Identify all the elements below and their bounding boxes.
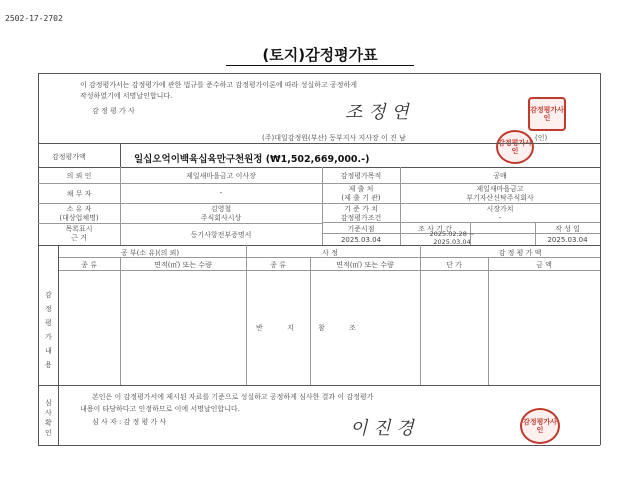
- col-line: [120, 167, 121, 245]
- row-line: [58, 257, 600, 258]
- row-line: [38, 143, 600, 144]
- row-line: [322, 222, 600, 223]
- firm-seal: 감정평가사인: [496, 130, 534, 164]
- section-actual: 사 정: [322, 249, 338, 257]
- frame-left: [38, 73, 39, 445]
- col-amount: 금 액: [536, 261, 552, 269]
- written-date-label: 작 성 일: [555, 225, 580, 233]
- client-label: 의 뢰 인: [66, 172, 92, 180]
- reviewer-signature: 이 진 경: [350, 418, 414, 439]
- appraiser-label: 감 정 평 가 사: [92, 107, 135, 115]
- col-line: [420, 245, 421, 385]
- value-amount: 일십오억이백육십육만구천원정 (₩1,502,669,000.-): [134, 154, 370, 165]
- col-area-2: 면적(㎡) 또는 수량: [336, 261, 394, 269]
- title-underline: [226, 65, 414, 66]
- document-id: 2502-17-2702: [5, 14, 63, 23]
- intro-line-1: 이 감정평가서는 감정평가에 관한 법규를 준수하고 감정평가이론에 따라 성실하고 공정하게: [80, 81, 357, 89]
- frame-bottom: [38, 445, 600, 446]
- appraiser-signature: 조 정 연: [345, 102, 409, 123]
- value-basis-value: 시장가치 -: [486, 205, 514, 222]
- col-line: [310, 257, 311, 385]
- review-text-1: 본인은 이 감정평가서에 제시된 자료를 기준으로 성실하고 공정하게 심사한 결과 이 감정평가: [92, 393, 374, 401]
- base-date-value: 2025.03.04: [340, 236, 382, 244]
- survey-period-label: 조 사 기 간: [418, 225, 452, 233]
- submit-to-value: 제일새마을금고 부기자산신탁주식회사: [466, 185, 534, 202]
- frame-right: [600, 73, 601, 445]
- page-title: (토지)감정평가표: [262, 46, 378, 64]
- side-label-char: 평: [45, 319, 52, 327]
- value-label: 감정평가액: [52, 153, 86, 161]
- reviewer-seal: 감정평가사인: [520, 408, 560, 444]
- side-label-char: 감: [45, 291, 52, 299]
- col-line: [246, 245, 247, 385]
- row-line: [38, 223, 322, 224]
- list-basis-value: 등기사항전부증명서: [190, 231, 252, 239]
- purpose-label: 감정평가목적: [340, 172, 382, 180]
- written-date-value: 2025.03.04: [547, 236, 588, 244]
- side-label-char: 정: [45, 305, 52, 313]
- list-basis-label: 목록표시 근 거: [65, 225, 93, 242]
- firm-name: (주)대일감정원(부산) 동부지사 지사장 이 진 남: [262, 134, 406, 142]
- owner-value: 김영철 주식회사시상: [200, 205, 242, 222]
- row-line: [38, 167, 600, 168]
- side-label-char: 내: [45, 347, 52, 355]
- side-label-char: 가: [45, 333, 52, 341]
- client-value: 제일새마을금고 이사장: [186, 172, 256, 180]
- col-line: [120, 257, 121, 385]
- survey-period-value: 2025.02.28 ~ 2025.03.04: [429, 230, 475, 246]
- col-area-1: 면적(㎡) 또는 수량: [154, 261, 212, 269]
- reviewer-role: 심 사 자 : 감 정 평 가 사: [92, 418, 167, 426]
- section-register: 공 부(소 유)(의 뢰): [120, 249, 180, 257]
- row-line: [38, 245, 600, 246]
- review-label-char: 확: [45, 419, 52, 427]
- body-note: 반 지 참 조: [256, 324, 356, 332]
- col-kind-1: 종 류: [81, 261, 97, 269]
- side-label-char: 용: [45, 361, 52, 369]
- frame-top: [38, 73, 600, 74]
- col-line: [488, 257, 489, 385]
- review-text-2: 내용이 타당하다고 인정하므로 이에 서명날인합니다.: [80, 405, 240, 413]
- review-label-char: 사: [45, 409, 52, 417]
- intro-line-2: 작성하였기에 서명날인합니다.: [80, 92, 173, 100]
- debtor-label: 채 무 자: [66, 190, 92, 198]
- review-label-char: 심: [45, 399, 52, 407]
- row-line: [38, 183, 600, 184]
- col-line: [120, 143, 121, 167]
- row-line: [38, 385, 600, 386]
- section-value: 감 정 평 가 액: [498, 249, 542, 257]
- value-basis-label: 기 준 가 치 감정평가조건: [340, 205, 382, 222]
- row-line: [38, 203, 600, 204]
- review-label-char: 인: [45, 429, 52, 437]
- col-unit-price: 단 가: [446, 261, 462, 269]
- submit-to-label: 제 출 처 (제 출 기 관): [341, 185, 381, 202]
- owner-label: 소 유 자 (대상업체명): [59, 205, 99, 222]
- debtor-value: -: [219, 189, 223, 197]
- col-kind-2: 종 류: [270, 261, 286, 269]
- row-line: [58, 270, 600, 271]
- col-line: [58, 245, 59, 445]
- purpose-value: 공매: [493, 172, 507, 180]
- appraiser-seal: 감정평가사인: [528, 97, 566, 131]
- base-date-label: 기준시점: [347, 225, 375, 233]
- firm-seal-mark: (인): [535, 134, 548, 142]
